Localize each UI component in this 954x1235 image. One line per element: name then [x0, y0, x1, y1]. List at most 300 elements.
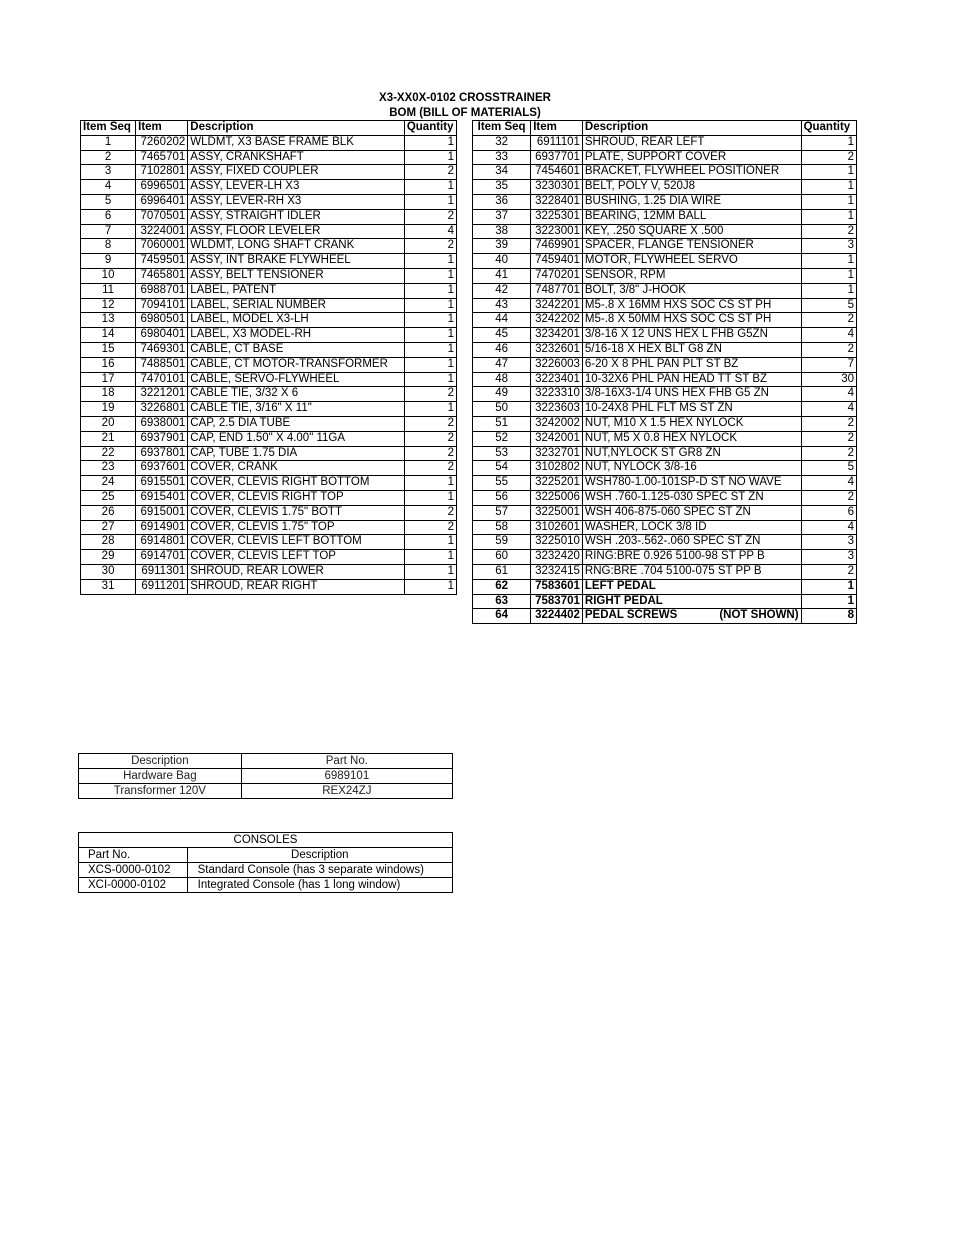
- bom-quantity: 4: [404, 224, 456, 239]
- bom-item-number: 7487701: [531, 283, 583, 298]
- bom-item-number: 3234201: [531, 328, 583, 343]
- bom-row: [81, 461, 457, 476]
- bom-quantity: 2: [801, 313, 856, 328]
- col-quantity: Quantity: [801, 121, 856, 136]
- bom-description: WSH .203-.562-.060 SPEC ST ZN: [582, 535, 801, 550]
- bom-row: [81, 209, 457, 224]
- consoles-row: [79, 863, 453, 878]
- bom-item-seq: 57: [473, 505, 531, 520]
- bom-row: [473, 416, 857, 431]
- bom-row: [81, 446, 457, 461]
- bom-description: NUT, M5 X 0.8 HEX NYLOCK: [582, 431, 801, 446]
- bom-item-number: 3232701: [531, 446, 583, 461]
- bom-row: [473, 446, 857, 461]
- bom-description: BOLT, 3/8" J-HOOK: [582, 283, 801, 298]
- bom-row: [81, 313, 457, 328]
- bom-quantity: 6: [801, 505, 856, 520]
- bom-description: [582, 609, 801, 624]
- bom-item-seq: 55: [473, 476, 531, 491]
- bom-item-number: 3223310: [531, 387, 583, 402]
- bom-item-number: 3225006: [531, 490, 583, 505]
- bom-item-seq: 61: [473, 564, 531, 579]
- title-line-2: BOM (BILL OF MATERIALS): [389, 107, 541, 119]
- bom-quantity: 1: [404, 357, 456, 372]
- bom-quantity: 2: [404, 387, 456, 402]
- bom-item-number: 7470201: [531, 268, 583, 283]
- bom-quantity: 1: [404, 550, 456, 565]
- col-description: Description: [188, 121, 405, 136]
- bom-row: [81, 180, 457, 195]
- bom-description: SHROUD, REAR RIGHT: [188, 579, 405, 594]
- bom-description: ASSY, FLOOR LEVELER: [188, 224, 405, 239]
- bom-row: [81, 476, 457, 491]
- bom-quantity: 1: [404, 342, 456, 357]
- bom-item-seq: 6: [81, 209, 136, 224]
- bom-quantity: 1: [801, 194, 856, 209]
- bom-row: [473, 313, 857, 328]
- bom-header-row: [473, 121, 857, 136]
- bom-item-number: 7459401: [531, 254, 583, 269]
- bom-row: [81, 579, 457, 594]
- bom-item-number: 7488501: [136, 357, 188, 372]
- bom-item-seq: 28: [81, 535, 136, 550]
- bom-quantity: 1: [801, 254, 856, 269]
- bom-item-number: 3232420: [531, 550, 583, 565]
- bom-item-seq: 64: [473, 609, 531, 624]
- bom-item-seq: 44: [473, 313, 531, 328]
- bom-description: RNG:BRE .704 5100-075 ST PP B: [582, 564, 801, 579]
- bom-row: [81, 357, 457, 372]
- bom-item-seq: 3: [81, 165, 136, 180]
- consoles-header-row: [79, 848, 453, 863]
- bom-quantity: 1: [801, 135, 856, 150]
- bom-item-seq: 56: [473, 490, 531, 505]
- bom-quantity: 1: [801, 594, 856, 609]
- bom-item-number: 3232415: [531, 564, 583, 579]
- bom-item-seq: 63: [473, 594, 531, 609]
- bom-quantity: 1: [404, 254, 456, 269]
- bom-description: COVER, CLEVIS 1.75" BOTT: [188, 505, 405, 520]
- bom-description: CAP, 2.5 DIA TUBE: [188, 416, 405, 431]
- consoles-col-part-no: Part No.: [79, 848, 188, 863]
- bom-description: 10-24X8 PHL FLT MS ST ZN: [582, 402, 801, 417]
- bom-quantity: 2: [404, 461, 456, 476]
- bom-item-number: 3225201: [531, 476, 583, 491]
- doc-title: [330, 91, 600, 121]
- bom-row: [473, 209, 857, 224]
- bom-quantity: 4: [801, 387, 856, 402]
- bom-description: M5-.8 X 16MM HXS SOC CS ST PH: [582, 298, 801, 313]
- bom-item-seq: 11: [81, 283, 136, 298]
- bom-row: [81, 372, 457, 387]
- bom-row: [81, 416, 457, 431]
- bom-quantity: 3: [801, 239, 856, 254]
- bom-item-seq: 1: [81, 135, 136, 150]
- bom-description: COVER, CLEVIS RIGHT BOTTOM: [188, 476, 405, 491]
- bom-description: WLDMT, X3 BASE FRAME BLK: [188, 135, 405, 150]
- bom-item-seq: 37: [473, 209, 531, 224]
- bom-description: RING:BRE 0.926 5100-98 ST PP B: [582, 550, 801, 565]
- bom-description: M5-.8 X 50MM HXS SOC CS ST PH: [582, 313, 801, 328]
- bom-item-seq: 7: [81, 224, 136, 239]
- bom-row: [81, 224, 457, 239]
- bom-quantity: 1: [404, 372, 456, 387]
- bom-item-seq: 46: [473, 342, 531, 357]
- bom-item-seq: 4: [81, 180, 136, 195]
- bom-description: 10-32X6 PHL PAN HEAD TT ST BZ: [582, 372, 801, 387]
- bom-item-seq: 5: [81, 194, 136, 209]
- bom-row: [473, 239, 857, 254]
- bom-row: [473, 165, 857, 180]
- parts-part-no: 6989101: [241, 769, 452, 784]
- bom-description: ASSY, LEVER-LH X3: [188, 180, 405, 195]
- bom-description: ASSY, INT BRAKE FLYWHEEL: [188, 254, 405, 269]
- bom-row: [473, 594, 857, 609]
- bom-quantity: 1: [404, 283, 456, 298]
- bom-item-number: 7469901: [531, 239, 583, 254]
- bom-quantity: 2: [404, 416, 456, 431]
- bom-item-number: 3221201: [136, 387, 188, 402]
- bom-description: CABLE, CT BASE: [188, 342, 405, 357]
- bom-quantity: 2: [801, 446, 856, 461]
- bom-item-seq: 8: [81, 239, 136, 254]
- bom-item-seq: 49: [473, 387, 531, 402]
- bom-description: LABEL, SERIAL NUMBER: [188, 298, 405, 313]
- bom-item-seq: 38: [473, 224, 531, 239]
- bom-row: [473, 372, 857, 387]
- bom-description: RIGHT PEDAL: [582, 594, 801, 609]
- bom-description: ASSY, LEVER-RH X3: [188, 194, 405, 209]
- bom-quantity: 1: [404, 313, 456, 328]
- bom-description: BELT, POLY V, 520J8: [582, 180, 801, 195]
- col-item-seq: Item Seq: [81, 121, 136, 136]
- bom-quantity: 1: [801, 180, 856, 195]
- bom-item-seq: 22: [81, 446, 136, 461]
- col-item: Item: [136, 121, 188, 136]
- bom-item-seq: 40: [473, 254, 531, 269]
- bom-item-number: 3230301: [531, 180, 583, 195]
- bom-item-number: 7102801: [136, 165, 188, 180]
- bom-quantity: 2: [404, 209, 456, 224]
- bom-quantity: 2: [404, 431, 456, 446]
- consoles-title: CONSOLES: [79, 833, 453, 848]
- bom-item-seq: 39: [473, 239, 531, 254]
- bom-row: [473, 254, 857, 269]
- bom-quantity: 1: [404, 535, 456, 550]
- bom-description: 5/16-18 X HEX BLT G8 ZN: [582, 342, 801, 357]
- bom-item-seq: 47: [473, 357, 531, 372]
- consoles-row: [79, 878, 453, 893]
- bom-quantity: 30: [801, 372, 856, 387]
- bom-item-number: 6938001: [136, 416, 188, 431]
- bom-description: COVER, CLEVIS 1.75" TOP: [188, 520, 405, 535]
- bom-description: 3/8-16 X 12 UNS HEX L FHB G5ZN: [582, 328, 801, 343]
- bom-row: [81, 490, 457, 505]
- bom-quantity: 1: [404, 402, 456, 417]
- bom-description: LABEL, MODEL X3-LH: [188, 313, 405, 328]
- bom-item-number: 6937901: [136, 431, 188, 446]
- bom-description: ASSY, BELT TENSIONER: [188, 268, 405, 283]
- bom-quantity: 1: [404, 298, 456, 313]
- bom-description: NUT, M10 X 1.5 HEX NYLOCK: [582, 416, 801, 431]
- bom-row: [473, 135, 857, 150]
- bom-item-number: 3232601: [531, 342, 583, 357]
- bom-quantity: 4: [801, 520, 856, 535]
- bom-row: [473, 357, 857, 372]
- bom-row: [473, 194, 857, 209]
- bom-description: SENSOR, RPM: [582, 268, 801, 283]
- bom-row: [81, 268, 457, 283]
- bom-quantity: 1: [801, 209, 856, 224]
- bom-row: [81, 254, 457, 269]
- bom-description: SHROUD, REAR LOWER: [188, 564, 405, 579]
- bom-item-number: 3242002: [531, 416, 583, 431]
- parts-desc: Hardware Bag: [79, 769, 242, 784]
- bom-description: ASSY, STRAIGHT IDLER: [188, 209, 405, 224]
- bom-row: [473, 550, 857, 565]
- bom-table-left: [80, 120, 457, 595]
- bom-row: [473, 342, 857, 357]
- bom-description-text: PEDAL SCREWS: [584, 609, 678, 622]
- bom-row: [473, 298, 857, 313]
- bom-description: LABEL, X3 MODEL-RH: [188, 328, 405, 343]
- bom-quantity: 1: [404, 490, 456, 505]
- bom-item-number: 3226801: [136, 402, 188, 417]
- bom-description: 3/8-16X3-1/4 UNS HEX FHB G5 ZN: [582, 387, 801, 402]
- bom-row: [81, 387, 457, 402]
- bom-item-number: 7469301: [136, 342, 188, 357]
- bom-row: [81, 564, 457, 579]
- title-line-1: X3-XX0X-0102 CROSSTRAINER: [379, 92, 551, 104]
- bom-item-number: 3223001: [531, 224, 583, 239]
- bom-row: [81, 520, 457, 535]
- bom-description-note: (NOT SHOWN): [719, 609, 799, 622]
- bom-row: [81, 150, 457, 165]
- bom-quantity: 2: [404, 165, 456, 180]
- bom-item-number: 7070501: [136, 209, 188, 224]
- bom-item-seq: 2: [81, 150, 136, 165]
- bom-item-number: 6937601: [136, 461, 188, 476]
- bom-item-seq: 43: [473, 298, 531, 313]
- bom-description: BRACKET, FLYWHEEL POSITIONER: [582, 165, 801, 180]
- bom-item-seq: 13: [81, 313, 136, 328]
- bom-item-number: 3225010: [531, 535, 583, 550]
- bom-quantity: 3: [801, 550, 856, 565]
- bom-row: [81, 505, 457, 520]
- bom-quantity: 1: [801, 283, 856, 298]
- bom-item-number: 7260202: [136, 135, 188, 150]
- bom-row: [81, 135, 457, 150]
- bom-description: NUT,NYLOCK ST GR8 ZN: [582, 446, 801, 461]
- bom-description: KEY, .250 SQUARE X .500: [582, 224, 801, 239]
- bom-item-seq: 17: [81, 372, 136, 387]
- bom-description: CAP, TUBE 1.75 DIA: [188, 446, 405, 461]
- bom-row: [473, 224, 857, 239]
- bom-description: CABLE TIE, 3/16" X 11": [188, 402, 405, 417]
- bom-item-seq: 21: [81, 431, 136, 446]
- parts-col-part-no: Part No.: [241, 754, 452, 769]
- bom-quantity: 2: [404, 446, 456, 461]
- bom-quantity: 1: [404, 328, 456, 343]
- col-description: Description: [582, 121, 801, 136]
- bom-item-number: 3242202: [531, 313, 583, 328]
- bom-item-number: 7583701: [531, 594, 583, 609]
- bom-quantity: 1: [404, 564, 456, 579]
- bom-item-number: 7094101: [136, 298, 188, 313]
- bom-quantity: 2: [801, 342, 856, 357]
- bom-quantity: 2: [404, 520, 456, 535]
- bom-item-number: 7465801: [136, 268, 188, 283]
- parts-row: [79, 784, 453, 799]
- bom-item-seq: 54: [473, 461, 531, 476]
- bom-item-seq: 18: [81, 387, 136, 402]
- bom-item-seq: 35: [473, 180, 531, 195]
- bom-quantity: 2: [801, 490, 856, 505]
- consoles-title-row: [79, 833, 453, 848]
- parts-desc: Transformer 120V: [79, 784, 242, 799]
- bom-row: [473, 431, 857, 446]
- bom-item-seq: 60: [473, 550, 531, 565]
- bom-item-seq: 9: [81, 254, 136, 269]
- bom-description: BUSHING, 1.25 DIA WIRE: [582, 194, 801, 209]
- bom-item-number: 7454601: [531, 165, 583, 180]
- bom-item-number: 3226003: [531, 357, 583, 372]
- bom-item-number: 6937701: [531, 150, 583, 165]
- bom-item-seq: 16: [81, 357, 136, 372]
- col-item: Item: [531, 121, 583, 136]
- bom-description: LEFT PEDAL: [582, 579, 801, 594]
- bom-description: CABLE TIE, 3/32 X 6: [188, 387, 405, 402]
- bom-item-seq: 36: [473, 194, 531, 209]
- bom-description: WSH .760-1.125-030 SPEC ST ZN: [582, 490, 801, 505]
- bom-item-number: 6980501: [136, 313, 188, 328]
- col-item-seq: Item Seq: [473, 121, 531, 136]
- bom-row: [473, 328, 857, 343]
- bom-item-seq: 31: [81, 579, 136, 594]
- bom-description: COVER, CLEVIS LEFT TOP: [188, 550, 405, 565]
- bom-row: [81, 342, 457, 357]
- bom-item-number: 6988701: [136, 283, 188, 298]
- bom-description: WSH780-1.00-101SP-D ST NO WAVE: [582, 476, 801, 491]
- console-part-no: XCS-0000-0102: [79, 863, 188, 878]
- bom-quantity: 8: [801, 609, 856, 624]
- bom-item-number: 6911201: [136, 579, 188, 594]
- bom-row: [81, 165, 457, 180]
- bom-item-seq: 30: [81, 564, 136, 579]
- bom-item-seq: 53: [473, 446, 531, 461]
- bom-quantity: 4: [801, 476, 856, 491]
- bom-item-seq: 19: [81, 402, 136, 417]
- bom-row: [81, 402, 457, 417]
- bom-row: [81, 328, 457, 343]
- bom-quantity: 1: [801, 165, 856, 180]
- bom-item-seq: 14: [81, 328, 136, 343]
- bom-item-number: 3242201: [531, 298, 583, 313]
- bom-item-number: 6937801: [136, 446, 188, 461]
- bom-quantity: 1: [404, 150, 456, 165]
- bom-row: [81, 194, 457, 209]
- bom-item-number: 3223401: [531, 372, 583, 387]
- bom-item-seq: 26: [81, 505, 136, 520]
- bom-quantity: 7: [801, 357, 856, 372]
- bom-item-seq: 12: [81, 298, 136, 313]
- console-part-no: XCI-0000-0102: [79, 878, 188, 893]
- bom-quantity: 1: [801, 579, 856, 594]
- bom-row: [473, 150, 857, 165]
- bom-quantity: 2: [801, 150, 856, 165]
- bom-quantity: 5: [801, 298, 856, 313]
- bom-row: [81, 239, 457, 254]
- bom-quantity: 1: [404, 579, 456, 594]
- bom-header-row: [81, 121, 457, 136]
- bom-item-number: 3223603: [531, 402, 583, 417]
- bom-row: [81, 298, 457, 313]
- bom-description: CABLE, SERVO-FLYWHEEL: [188, 372, 405, 387]
- bom-quantity: 2: [404, 239, 456, 254]
- bom-item-seq: 59: [473, 535, 531, 550]
- bom-item-number: 6911101: [531, 135, 583, 150]
- bom-quantity: 1: [404, 180, 456, 195]
- bom-item-number: 7459501: [136, 254, 188, 269]
- bom-row: [473, 283, 857, 298]
- bom-description: ASSY, FIXED COUPLER: [188, 165, 405, 180]
- bom-item-number: 7470101: [136, 372, 188, 387]
- consoles-table: [78, 832, 453, 893]
- bom-item-seq: 62: [473, 579, 531, 594]
- bom-quantity: 1: [404, 268, 456, 283]
- bom-item-seq: 50: [473, 402, 531, 417]
- bom-row: [473, 564, 857, 579]
- parts-header-row: [79, 754, 453, 769]
- bom-row: [473, 520, 857, 535]
- bom-description: BEARING, 12MM BALL: [582, 209, 801, 224]
- bom-row: [473, 268, 857, 283]
- bom-item-number: 7060001: [136, 239, 188, 254]
- bom-row: [81, 283, 457, 298]
- bom-item-number: 3224001: [136, 224, 188, 239]
- bom-item-seq: 24: [81, 476, 136, 491]
- bom-quantity: 1: [404, 194, 456, 209]
- bom-quantity: 1: [404, 135, 456, 150]
- bom-quantity: 4: [801, 328, 856, 343]
- bom-row: [473, 535, 857, 550]
- bom-description: WLDMT, LONG SHAFT CRANK: [188, 239, 405, 254]
- bom-row: [473, 180, 857, 195]
- bom-quantity: 1: [404, 476, 456, 491]
- bom-item-seq: 29: [81, 550, 136, 565]
- bom-item-number: 6911301: [136, 564, 188, 579]
- bom-item-number: 3225001: [531, 505, 583, 520]
- bom-row: [473, 579, 857, 594]
- bom-item-number: 6980401: [136, 328, 188, 343]
- bom-quantity: 3: [801, 535, 856, 550]
- bom-description: CAP, END 1.50" X 4.00" 11GA: [188, 431, 405, 446]
- bom-row: [81, 550, 457, 565]
- bom-description: 6-20 X 8 PHL PAN PLT ST BZ: [582, 357, 801, 372]
- bom-description: MOTOR, FLYWHEEL SERVO: [582, 254, 801, 269]
- bom-item-seq: 42: [473, 283, 531, 298]
- bom-quantity: 5: [801, 461, 856, 476]
- bom-item-number: 7465701: [136, 150, 188, 165]
- bom-item-seq: 33: [473, 150, 531, 165]
- bom-table-right: [472, 120, 857, 624]
- bom-item-number: 3102802: [531, 461, 583, 476]
- console-desc: Integrated Console (has 1 long window): [187, 878, 452, 893]
- bom-description: ASSY, CRANKSHAFT: [188, 150, 405, 165]
- bom-description: COVER, CLEVIS LEFT BOTTOM: [188, 535, 405, 550]
- bom-row: [473, 387, 857, 402]
- bom-item-number: 3228401: [531, 194, 583, 209]
